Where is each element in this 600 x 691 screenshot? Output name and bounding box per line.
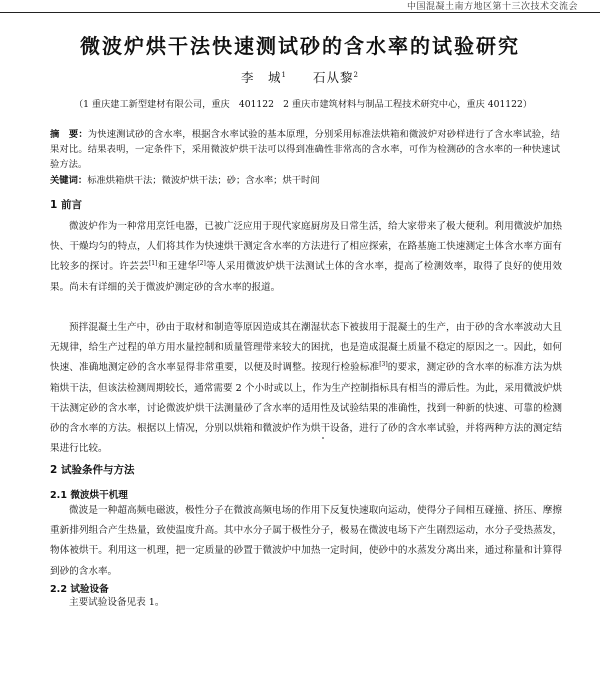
authors <box>0 68 600 86</box>
citation-ref: [3] <box>379 361 388 369</box>
running-head: 中国混凝土南方地区第十三次技术交流会 <box>406 2 578 12</box>
subsection-heading-2-2: 2.2 试验设备 <box>50 584 109 595</box>
author-affil-mark: 2 <box>353 70 359 79</box>
citation-ref: [2] <box>197 260 206 268</box>
paragraph-text: 的要求，测定砂的含水率的标准方法为烘箱烘干法，但该法检测周期较长，通常需要 2 个小时或以上，作为生产控制指标具有相当的滞后性。为此，采用微波炉烘干法测定砂的含水率，讨论微波炉烘干法测量砂了含水率的适用性及试验结果的准确性，找到一种新的快速、可靠的检测砂的含水率的方法。根据以上情况，分别以烘箱和微波炉作为烘干设备，进行了砂的含水率试验，并将两种方法的测定结果进行比较。 <box>50 362 563 455</box>
paragraph-text: 等人采用微波炉烘干法测试土体的含水率，提高了检测效率，取得了良好的使用效果。尚未有详细的关于微波炉测定砂的含水率的报道。 <box>50 261 563 293</box>
header-bar <box>0 0 600 13</box>
scan-speck <box>322 437 324 439</box>
subsection-heading-2-1: 2.1 微波烘干机理 <box>50 490 128 501</box>
keywords <box>50 173 560 188</box>
paper-title: 微波炉烘干法快速测试砂的含水率的试验研究 <box>80 34 520 58</box>
affiliations: （1 重庆建工新型建材有限公司，重庆 401122 2 重庆市建筑材料与制品工程技术研究中心，重庆 401122） <box>73 99 533 110</box>
paragraph-mechanism: 微波是一种超高频电磁波，极性分子在微波高频电场的作用下反复快速取向运动，使得分子间相互碰撞、挤压、摩擦重新排列组合产生热量，致使温度升高。其中水分子属于极性分子，极易在微波电场下产生剧烈运动，水分子受热蒸发，物体被烘干。利用这一机理，把一定质量的砂置于微波炉中加热一定时间，使砂中的水蒸发分离出来，通过称量和计算得到砂的含水率。 <box>50 505 562 577</box>
abstract-text: 为快速测试砂的含水率，根据含水率试验的基本原理，分别采用标准法烘箱和微波炉对砂样进行了含水率试验，结果对比。结果表明，一定条件下，采用微波炉烘干法可以得到准确性非常高的含水率，可作为检测砂的含水率的一种快速试验方法。 <box>50 129 560 170</box>
keywords-text: 标准烘箱烘干法；微波炉烘干法；砂；含水率；烘干时间 <box>87 175 320 186</box>
author-name: 李 城 <box>241 70 282 85</box>
paragraph-intro-2 <box>50 318 562 459</box>
author-affil-mark: 1 <box>281 70 288 79</box>
abstract <box>50 127 560 172</box>
abstract-label: 摘 要： <box>50 129 88 140</box>
section-heading-1: 1 前言 <box>50 199 82 211</box>
citation-ref: [1] <box>148 260 158 268</box>
paragraph-text: 和王建华 <box>157 261 198 273</box>
paragraph-text: 预拌混凝土生产中，砂由于取材和制造等原因造成其在潮湿状态下被拔用于混凝土的生产，由于砂的含水率波动大且无规律，给生产过程的单方用水量控制和质量管理带来较大的困扰，也是造成混凝土质量不稳定的原因之一。因此，如何快速、准确地测定砂的含水率显得非常重要，以便及时调整。按现行检验标准 <box>50 322 562 374</box>
paragraph-equipment: 主要试验设备见表 1。 <box>69 597 165 608</box>
keywords-label: 关键词： <box>50 175 88 186</box>
paragraph-text: 微波炉作为一种常用烹饪电器，已被广泛应用于现代家庭厨房及日常生活，给大家带来了极大便利。利用微波炉加热快、干燥均匀的特点，人们将其作为快速烘干测定含水率的方法进行了相应探索，在路基施工快速测定土体含水率方面有比较多的探讨。许芸芸 <box>50 221 562 273</box>
section-heading-2: 2 试验条件与方法 <box>50 464 135 476</box>
author-name: 石从黎 <box>312 70 354 85</box>
paragraph-intro-1 <box>50 217 562 298</box>
